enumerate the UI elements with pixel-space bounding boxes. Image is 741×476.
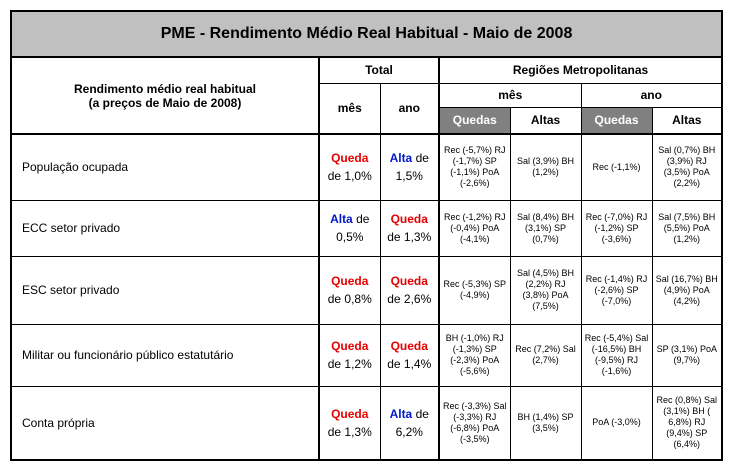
table-container — [10, 10, 723, 461]
trend-prep: de — [415, 151, 429, 166]
trend-word: Queda — [331, 151, 369, 166]
mes-altas-cell: Sal (8,4%) BH (3,1%) SP (0,7%) — [510, 200, 581, 256]
mes-quedas-cell: Rec (-5,7%) RJ (-1,7%) SP (-1,1%) PoA (-2,6%) — [439, 134, 510, 200]
total-header: Total — [319, 57, 439, 83]
trend-prep: de — [387, 357, 401, 371]
ano-altas-cell: SP (3,1%) PoA (9,7%) — [652, 324, 722, 386]
trend-word: Queda — [390, 274, 428, 288]
regions-header: Regiões Metropolitanas — [439, 57, 722, 83]
table-row — [11, 200, 722, 256]
table-row — [11, 386, 722, 460]
trend-value: 2,6% — [403, 292, 432, 306]
mes-quedas-cell: Rec (-5,3%) SP (-4,9%) — [439, 256, 510, 324]
trend-value: 1,3% — [344, 424, 372, 439]
regions-ano-header: ano — [581, 83, 722, 107]
table-row — [11, 134, 722, 200]
trend-prep: de — [356, 212, 370, 226]
row-label: ECC setor privado — [11, 200, 319, 256]
trend-prep: de — [415, 406, 429, 421]
total-mes-cell — [319, 386, 380, 460]
ano-altas-cell: Sal (16,7%) BH (4,9%) PoA (4,2%) — [652, 256, 722, 324]
trend-word: Queda — [390, 212, 428, 226]
row-header-line2: (a preços de Maio de 2008) — [88, 95, 242, 110]
trend-prep: de — [387, 292, 401, 306]
row-label: ESC setor privado — [11, 256, 319, 324]
ano-altas-cell: Rec (0,8%) Sal (3,1%) BH ( 6,8%) RJ (9,4%) SP (6,4%) — [652, 386, 722, 460]
trend-value: 6,2% — [395, 424, 423, 439]
total-ano-header: ano — [380, 83, 439, 134]
mes-altas-cell: Rec (7,2%) Sal (2,7%) — [510, 324, 581, 386]
trend-prep: de — [327, 424, 342, 439]
trend-word: Alta — [389, 151, 413, 166]
trend-word: Alta — [389, 406, 413, 421]
row-label: Conta própria — [11, 386, 319, 460]
trend-value: 1,4% — [403, 357, 432, 371]
trend-prep: de — [387, 230, 401, 244]
trend-value: 1,3% — [403, 230, 432, 244]
table-row — [11, 256, 722, 324]
ano-quedas-cell: Rec (-1,4%) RJ (-2,6%) SP (-7,0%) — [581, 256, 652, 324]
total-mes-cell — [319, 200, 380, 256]
ano-quedas-cell: Rec (-1,1%) — [581, 134, 652, 200]
mes-quedas-cell: Rec (-3,3%) Sal (-3,3%) RJ (-6,8%) PoA (-3,5%) — [439, 386, 510, 460]
trend-value: 0,5% — [336, 230, 364, 244]
trend-value: 1,0% — [344, 169, 372, 184]
row-label: População ocupada — [11, 134, 319, 200]
mes-quedas-cell: Rec (-1,2%) RJ (-0,4%) PoA (-4,1%) — [439, 200, 510, 256]
total-ano-cell — [380, 256, 439, 324]
trend-word: Queda — [390, 339, 428, 353]
total-mes-cell — [319, 134, 380, 200]
trend-prep: de — [327, 292, 342, 306]
ano-quedas-cell: Rec (-5,4%) Sal (-16,5%) BH (-9,5%) RJ (-1,6%) — [581, 324, 652, 386]
total-mes-cell — [319, 324, 380, 386]
trend-value: 1,5% — [395, 169, 423, 184]
total-ano-cell — [380, 386, 439, 460]
total-ano-cell — [380, 200, 439, 256]
income-table — [10, 10, 723, 461]
total-mes-cell — [319, 256, 380, 324]
mes-altas-header: Altas — [510, 107, 581, 134]
trend-word: Queda — [331, 406, 369, 421]
ano-altas-header: Altas — [652, 107, 722, 134]
regions-mes-header: mês — [439, 83, 581, 107]
ano-altas-cell: Sal (0,7%) BH (3,9%) RJ (3,5%) PoA (2,2%) — [652, 134, 722, 200]
total-ano-cell — [380, 324, 439, 386]
mes-altas-cell: Sal (3,9%) BH (1,2%) — [510, 134, 581, 200]
trend-word: Queda — [331, 339, 369, 353]
row-label: Militar ou funcionário público estatutário — [11, 324, 319, 386]
trend-prep: de — [327, 357, 342, 371]
trend-word: Alta — [330, 212, 353, 226]
ano-quedas-cell: PoA (-3,0%) — [581, 386, 652, 460]
ano-quedas-header: Quedas — [581, 107, 652, 134]
total-ano-cell — [380, 134, 439, 200]
trend-value: 0,8% — [344, 292, 372, 306]
ano-quedas-cell: Rec (-7,0%) RJ (-1,2%) SP (-3,6%) — [581, 200, 652, 256]
table-row — [11, 324, 722, 386]
mes-quedas-cell: BH (-1,0%) RJ (-1,3%) SP (-2,3%) PoA (-5,6%) — [439, 324, 510, 386]
total-mes-header: mês — [319, 83, 380, 134]
trend-value: 1,2% — [344, 357, 372, 371]
table-title: PME - Rendimento Médio Real Habitual - Maio de 2008 — [11, 11, 722, 57]
mes-quedas-header: Quedas — [439, 107, 510, 134]
mes-altas-cell: BH (1,4%) SP (3,5%) — [510, 386, 581, 460]
trend-word: Queda — [331, 274, 369, 288]
row-header-cell — [11, 57, 319, 134]
ano-altas-cell: Sal (7,5%) BH (5,5%) PoA (1,2%) — [652, 200, 722, 256]
mes-altas-cell: Sal (4,5%) BH (2,2%) RJ (3,8%) PoA (7,5%) — [510, 256, 581, 324]
row-header-line1: Rendimento médio real habitual — [73, 81, 257, 96]
trend-prep: de — [327, 169, 342, 184]
